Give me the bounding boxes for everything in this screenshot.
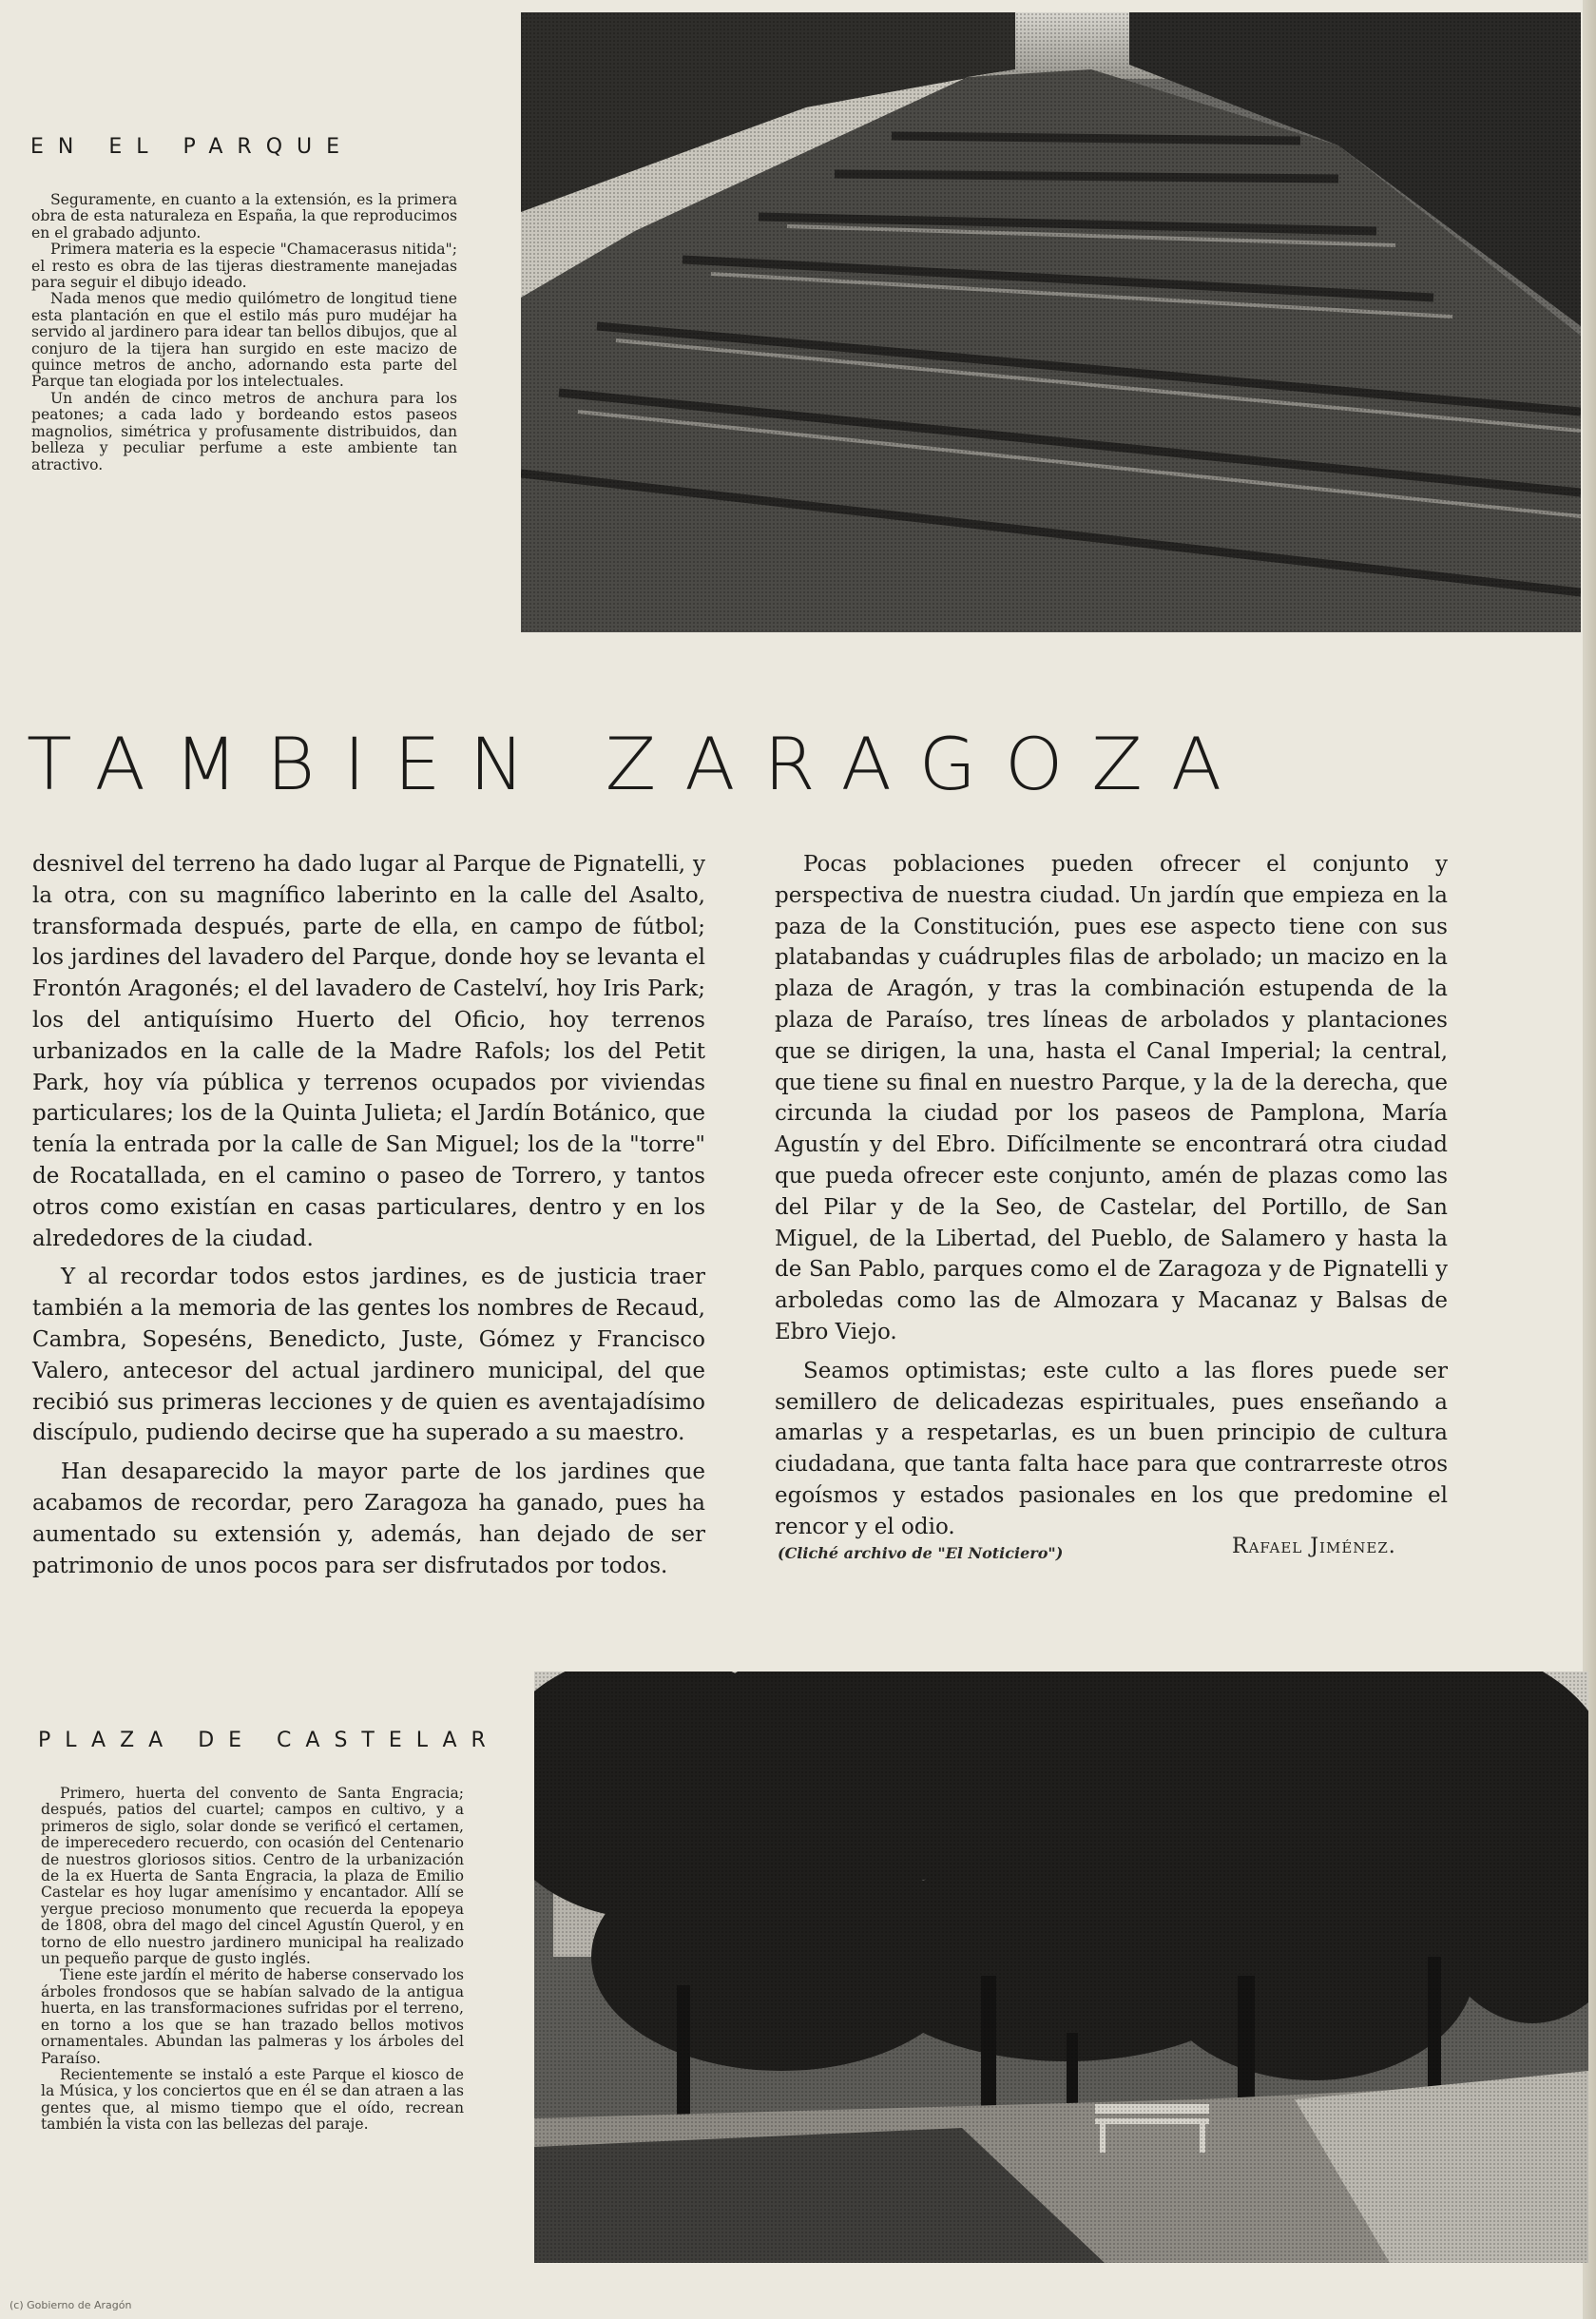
castelar-paragraph: Recientemente se instaló a este Parque el kiosco de la Música, y los conciertos que en él se dan atraen a las gentes que, al mismo tiempo que el oído, recrean también la vista con las bellezas del paraje. [41, 2065, 464, 2134]
parque-paragraph: Nada menos que medio quilómetro de longitud tiene esta plantación en que el estilo más puro mudéjar ha servido al jardinero para idear tan bellos dibujos, que al conjuro de la tijera han surgido en este macizo de quince metros de ancho, adornando esta parte del Parque tan elogiada por los intelectuales. [31, 290, 457, 391]
castelar-caption [41, 1786, 464, 2134]
castelar-photo [534, 1672, 1588, 2263]
article-paragraph: Pocas poblaciones pueden ofrecer el conjunto y perspectiva de nuestra ciudad. Un jardín que empieza en la paza de la Constitución, pues ese aspecto tiene con sus platabandas y cuádruples filas de arbolado; un macizo en la plaza de Aragón, y tras la combinación estupenda de la plaza de Paraíso, tres líneas de arbolados y plantaciones que se dirigen, la una, hasta el Canal Imperial; la central, que tiene su final en nuestro Parque, y la de la derecha, que circunda la ciudad por los paseos de Pamplona, María Agustín y del Ebro. Difícilmente se encontrará otra ciudad que pueda ofrecer este conjunto, amén de plazas como las del Pilar y de la Seo, de Castelar, del Portillo, de San Miguel, de la Libertad, del Pueblo, de Salamero y hasta la de San Pablo, parques como el de Zaragoza y de Pignatelli y arboledas como las de Almozara y Macanaz y Balsas de Ebro Viejo. [775, 852, 1448, 1344]
article-right-column [775, 849, 1448, 1551]
parque-heading: EN EL PARQUE [30, 135, 355, 159]
castelar-paragraph: Tiene este jardín el mérito de haberse conservado los árboles frondosos que se habían salvado de la antigua huerta, en las transformaciones sufridas por el terreno, en torno a los que se han trazado bellos motivos ornamentales. Abundan las palmeras y los árboles del Paraíso. [41, 1966, 464, 2067]
parque-caption [31, 192, 457, 473]
article-author: Rafael Jiménez. [1232, 1535, 1396, 1558]
article-paragraph: desnivel del terreno ha dado lugar al Parque de Pignatelli, y la otra, con su magnífico laberinto en la calle del Asalto, transformada después, parte de ella, en campo de fútbol; los jardines del lavadero del Parque, donde hoy se levanta el Frontón Aragonés; el del lavadero de Castelví, hoy Iris Park; los del antiquísimo Huerto del Oficio, hoy terrenos urbanizados en la calle de la Madre Rafols; los del Petit Park, hoy vía pública y terrenos ocupados por viviendas particulares; los de la Quinta Julieta; el Jardín Botánico, que tenía la entrada por la calle de San Miguel; los de la "torre" de Rocatallada, en el camino o paseo de Torrero, y tantos otros como existían en casas particulares, dentro y en los alrededores de la ciudad. [32, 852, 705, 1251]
article-title: TAMBIEN ZARAGOZA [27, 724, 1251, 807]
castelar-heading: PLAZA DE CASTELAR [38, 1729, 500, 1752]
parque-photo [521, 12, 1581, 632]
article-paragraph: Seamos optimistas; este culto a las flores puede ser semillero de delicadezas espirituales, pues enseñando a amarlas y a respetarlas, es un buen principio de cultura ciudadana, que tanta falta hace para que contrarreste otros egoísmos y estados pasionales en los que predomine el rencor y el odio. [775, 1358, 1448, 1539]
castelar-paragraph: Primero, huerta del convento de Santa Engracia; después, patios del cuartel; campos en cultivo, y a primeros de siglo, solar donde se verificó el certamen, de imperecedero recuerdo, con ocasión del Centenario de nuestros gloriosos sitios. Centro de la urbanización de la ex Huerta de Santa Engracia, la plaza de Emilio Castelar es hoy lugar amenísimo y encantador. Allí se yergue precioso monumento que recuerda la epopeya de 1808, obra del mago del cincel Agustín Querol, y en torno de ello nuestro jardinero municipal ha realizado un pequeño parque de gusto inglés. [41, 1785, 464, 1968]
parque-paragraph: Un andén de cinco metros de anchura para los peatones; a cada lado y bordeando estos paseos magnolios, simétrica y profusamente distribuidos, dan belleza y peculiar perfume a este ambiente tan atractivo. [31, 389, 457, 473]
article-paragraph: Han desaparecido la mayor parte de los jardines que acabamos de recordar, pero Zaragoza ha ganado, pues ha aumentado su extensión y, además, han dejado de ser patrimonio de unos pocos para ser disfrutados por todos. [32, 1459, 705, 1578]
article-paragraph: Y al recordar todos estos jardines, es de justicia traer también a la memoria de las gentes los nombres de Recaud, Cambra, Sopeséns, Benedicto, Juste, Gómez y Francisco Valero, antecesor del actual jardinero municipal, del que recibió sus primeras lecciones y de quien es aventajadísimo discípulo, pudiendo decirse que ha superado a su maestro. [32, 1265, 705, 1446]
parque-paragraph: Primera materia es la especie "Chamacerasus nitida"; el resto es obra de las tijeras diestramente manejadas para seguir el dibujo ideado. [31, 241, 457, 292]
parque-paragraph: Seguramente, en cuanto a la extensión, es la primera obra de esta naturaleza en España, la que reproducimos en el grabado adjunto. [31, 191, 457, 242]
article-left-column [32, 849, 705, 1589]
photo-credit: (Cliché archivo de "El Noticiero") [778, 1544, 1064, 1562]
copyright-watermark: (c) Gobierno de Aragón [10, 2299, 132, 2311]
